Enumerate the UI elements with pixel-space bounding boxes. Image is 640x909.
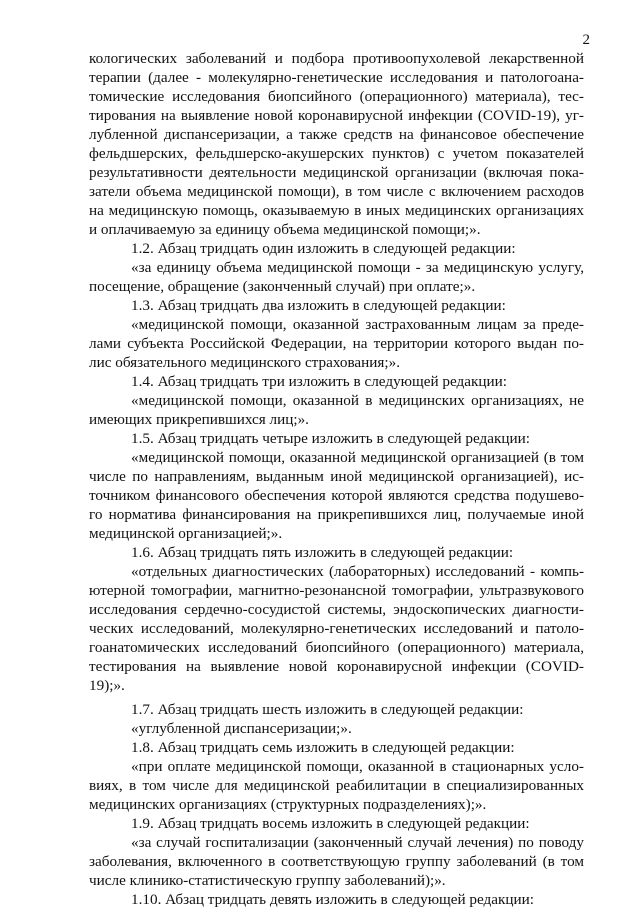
text-line: и оплачиваемую за единицу объема медицинской помощи;». bbox=[89, 221, 481, 238]
text-line: лубленной диспансеризации, а также средств на финансовое обеспечение bbox=[89, 126, 584, 143]
text-line: тестирования на выявление новой коронавирусной инфекции (COVID- bbox=[89, 658, 584, 675]
text-line: «за единицу объема медицинской помощи - за медицинскую услугу, bbox=[131, 259, 584, 276]
text-line: гоанатомических исследований биопсийного (операционного) материала, bbox=[89, 639, 584, 656]
text-line: ютерной томографии, магнитно-резонансной томографии, ультразвукового bbox=[89, 582, 584, 599]
text-line: кологических заболеваний и подбора противоопухолевой лекарственной bbox=[89, 50, 584, 67]
text-line: 1.5. Абзац тридцать четыре изложить в следующей редакции: bbox=[131, 430, 530, 447]
text-line: 1.7. Абзац тридцать шесть изложить в следующей редакции: bbox=[131, 701, 524, 718]
text-line: «медицинской помощи, оказанной в медицинских организациях, не bbox=[131, 392, 584, 409]
text-line: «отдельных диагностических (лабораторных) исследований - компь- bbox=[131, 563, 584, 580]
text-line: 1.3. Абзац тридцать два изложить в следующей редакции: bbox=[131, 297, 506, 314]
text-line: 1.6. Абзац тридцать пять изложить в следующей редакции: bbox=[131, 544, 514, 561]
text-line: точником финансового обеспечения которой являются средства подушево- bbox=[89, 487, 584, 504]
text-line: «при оплате медицинской помощи, оказанной в стационарных усло- bbox=[131, 758, 584, 775]
text-line: фельдшерских, фельдшерско-акушерских пунктов) с учетом показателей bbox=[89, 145, 584, 162]
text-line: 1.9. Абзац тридцать восемь изложить в следующей редакции: bbox=[131, 815, 530, 832]
text-line: тирования на выявление новой коронавирусной инфекции (COVID-19), уг- bbox=[89, 107, 584, 124]
text-line: 19);». bbox=[89, 677, 125, 694]
text-line: терапии (далее - молекулярно-генетические исследования и патологоана- bbox=[89, 69, 584, 86]
text-line: затели объема медицинской помощи), в том числе с включением расходов bbox=[89, 183, 584, 200]
body-text bbox=[89, 49, 584, 909]
text-line: «медицинской помощи, оказанной застрахованным лицам за преде- bbox=[131, 316, 584, 333]
text-line: «за случай госпитализации (законченный случай лечения) по поводу bbox=[131, 834, 584, 851]
text-line: числе по направлениям, выданным иной медицинской организацией), ис- bbox=[89, 468, 584, 485]
text-line: медицинских организациях (структурных подразделениях);». bbox=[89, 796, 487, 813]
text-line: 1.8. Абзац тридцать семь изложить в следующей редакции: bbox=[131, 739, 515, 756]
text-line: на медицинскую помощь, оказываемую в иных медицинских организациях bbox=[89, 202, 584, 219]
text-line: имеющих прикрепившихся лиц;». bbox=[89, 411, 309, 428]
text-line: лис обязательного медицинского страхования;». bbox=[89, 354, 401, 371]
text-line: го норматива финансирования на прикрепившихся лиц, получаемые иной bbox=[89, 506, 584, 523]
text-line: 1.10. Абзац тридцать девять изложить в следующей редакции: bbox=[131, 891, 534, 908]
text-line: посещение, обращение (законченный случай) при оплате;». bbox=[89, 278, 476, 295]
text-line: 1.4. Абзац тридцать три изложить в следующей редакции: bbox=[131, 373, 507, 390]
text-line: результативности деятельности медицинской организации (включая пока- bbox=[89, 164, 584, 181]
text-line: лами субъекта Российской Федерации, на территории которого выдан по- bbox=[89, 335, 584, 352]
text-line: «медицинской помощи, оказанной медицинской организацией (в том bbox=[131, 449, 584, 466]
text-line: ческих исследований, молекулярно-генетических исследований и патоло- bbox=[89, 620, 584, 637]
text-line: 1.2. Абзац тридцать один изложить в следующей редакции: bbox=[131, 240, 516, 257]
text-line: виях, в том числе для медицинской реабилитации в специализированных bbox=[89, 777, 584, 794]
text-line: томические исследования биопсийного (операционного) материала), тес- bbox=[89, 88, 584, 105]
text-line: исследования сердечно-сосудистой системы, эндоскопических диагности- bbox=[89, 601, 584, 618]
text-line: «углубленной диспансеризации;». bbox=[131, 720, 352, 737]
text-line: медицинской организацией;». bbox=[89, 525, 283, 542]
page-number: 2 bbox=[582, 32, 590, 48]
text-line: числе клинико-статистическую группу заболеваний);». bbox=[89, 872, 446, 889]
text-line: заболевания, включенного в соответствующую группу заболеваний (в том bbox=[89, 853, 584, 870]
